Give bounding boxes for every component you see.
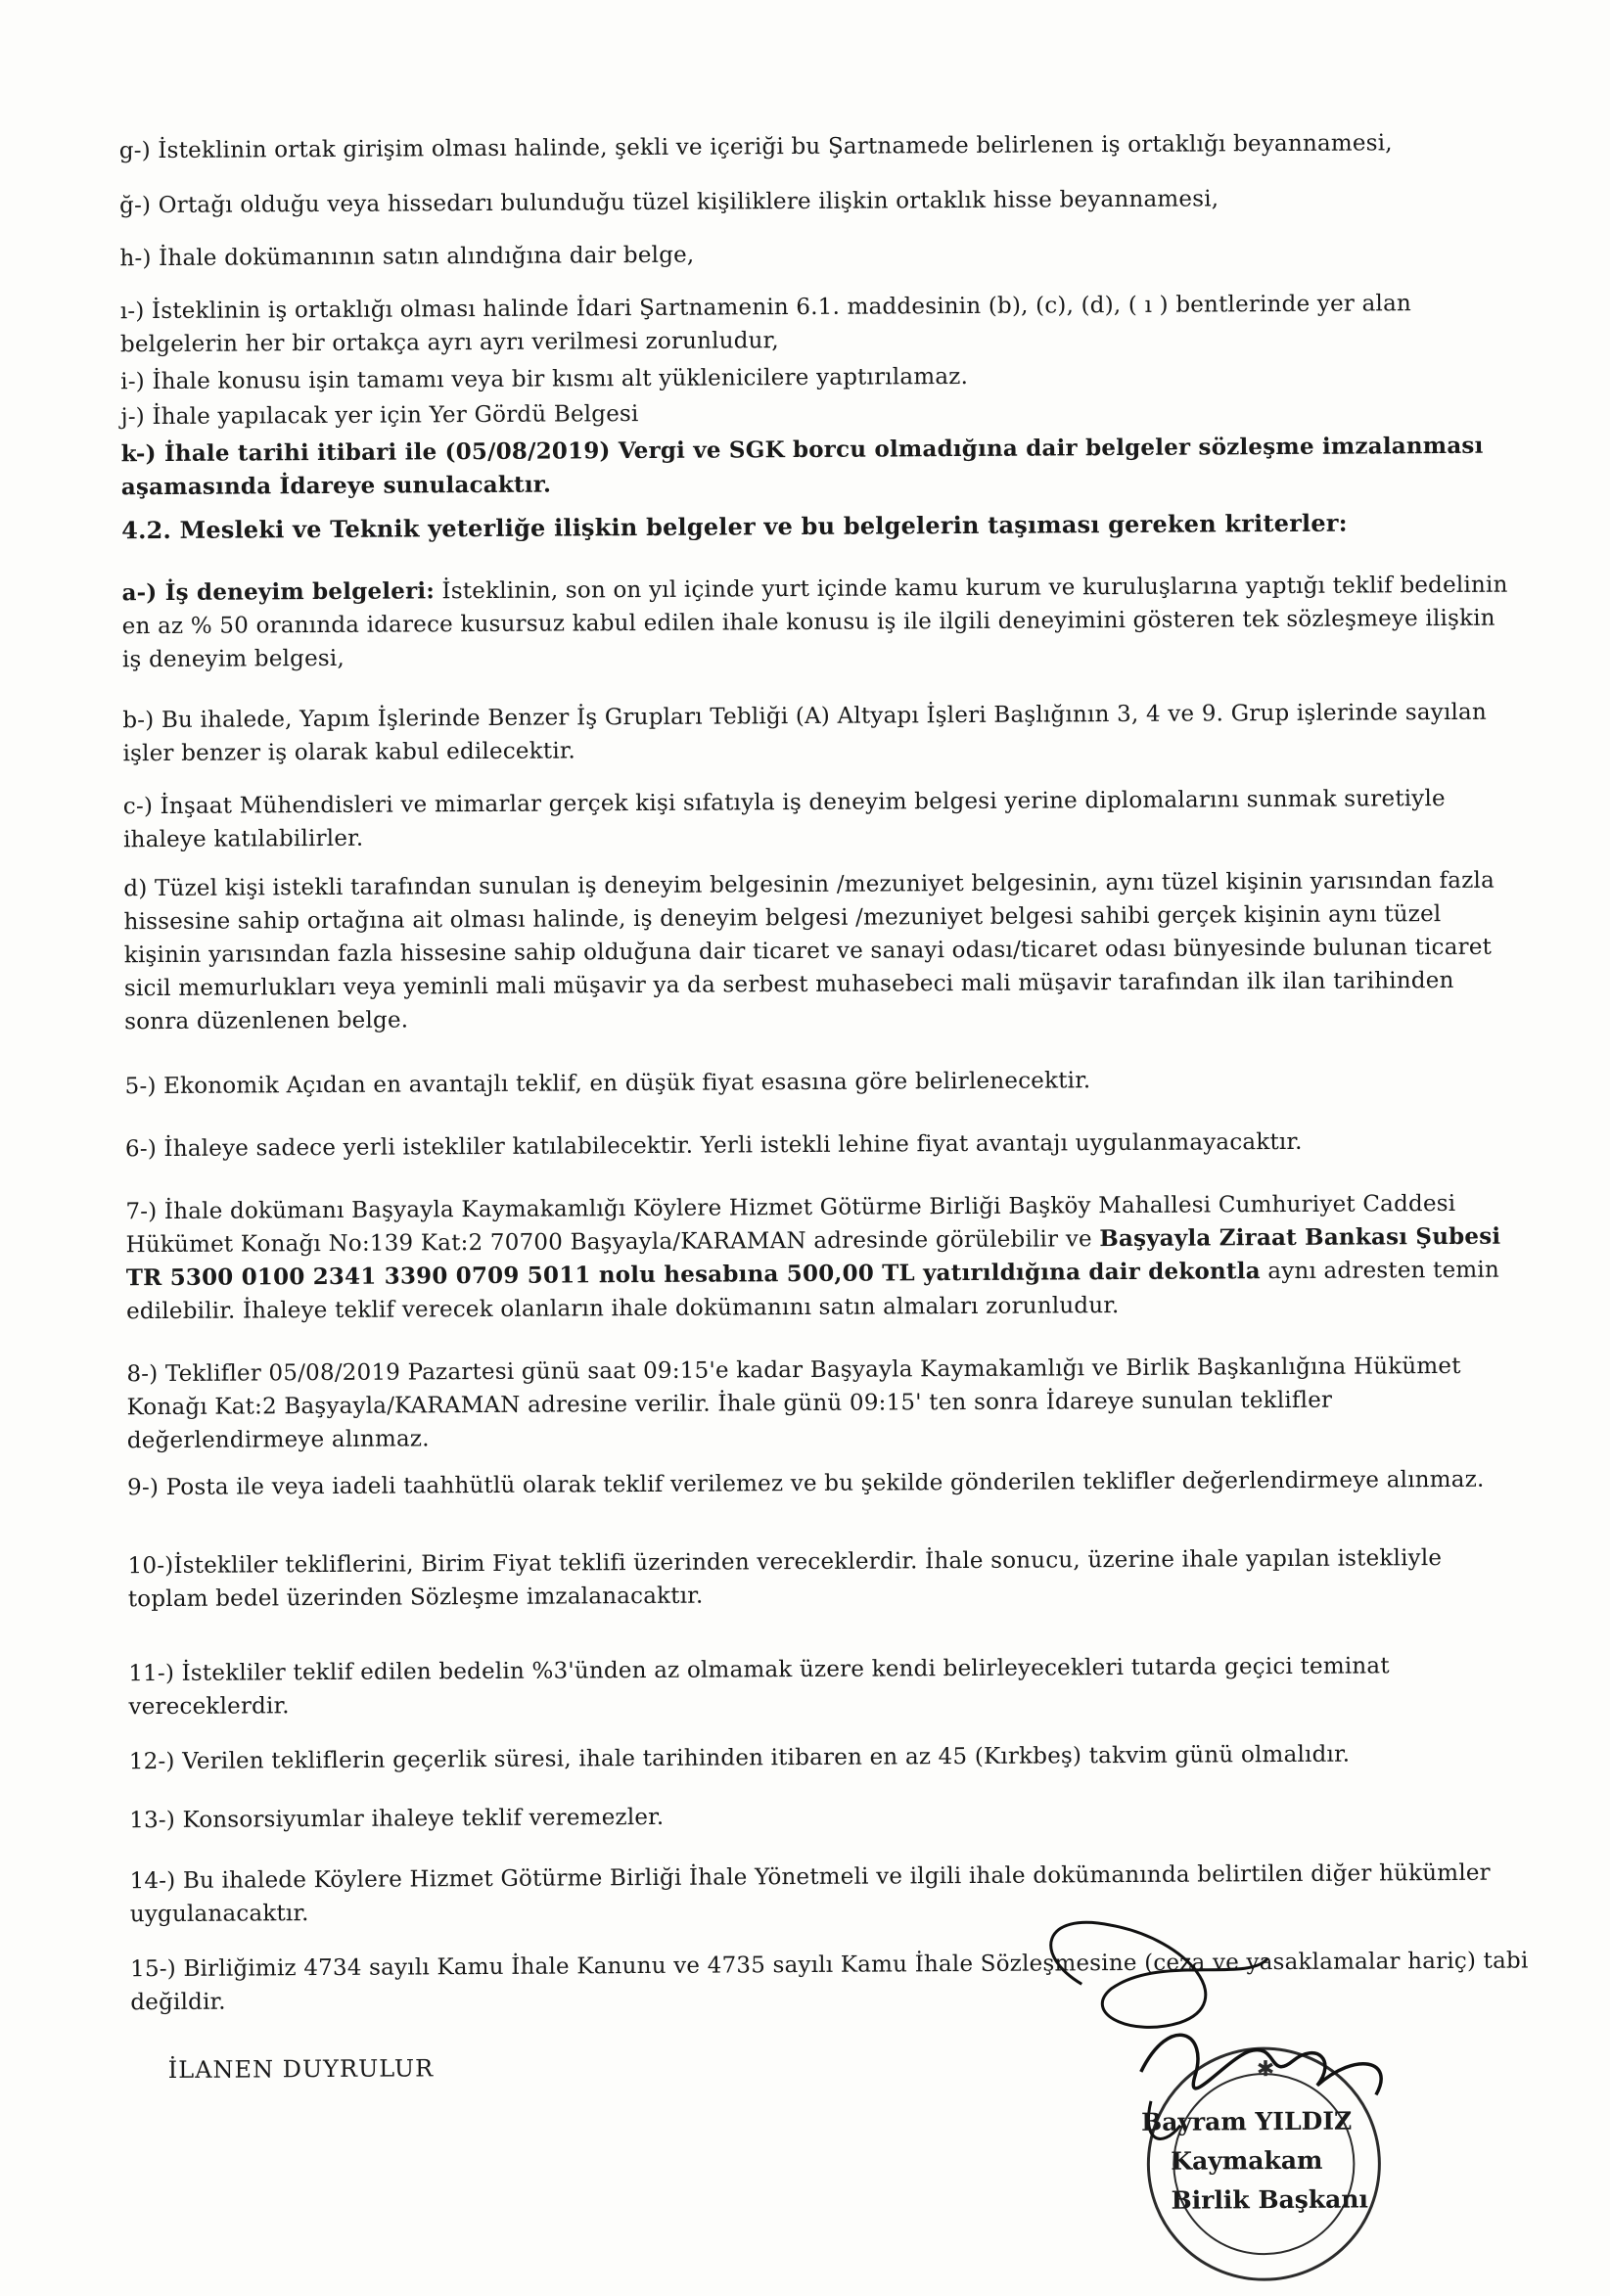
item-a-body: İsteklinin, son on yıl içinde yurt içinde kamu kurum ve kuruluşlarına yaptığı teklif bedelinin en az % 50 oranında idarece kusursuz kabul edilen ihale konusu iş ile ilgili deneyimini gösteren tek sözleşmeye ilişkin iş deneyim belgesi, — [121, 572, 1508, 673]
item-10: 10-)İstekliler tekliflerini, Birim Fiyat teklifi üzerinden vereceklerdir. İhale sonucu, üzerine ihale yapılan istekliyle toplam bedel üzerinden Sözleşme imzalanacaktır. — [127, 1545, 1443, 1613]
signature-block — [1023, 1912, 1573, 2287]
item-i1: ı-) İsteklinin iş ortaklığı olması halinde İdari Şartnamenin 6.1. maddesinin (b), (c), (d), ( ı ) bentlerinde yer alan belgelerin her bir ortakça ayrı ayrı verilmesi zorunludur, — [119, 291, 1412, 358]
item-7-part-a: 7-) İhale dokümanı Başyayla Kaymakamlığı Köylere Hizmet Götürme Birliği Başköy Mahallesi Cumhuriyet Caddesi Hükümet Konağı No:139 Kat:2 70700 Başyayla/KARAMAN adresinde görülebilir ve — [125, 1190, 1456, 1259]
item-8: 8-) Teklifler 05/08/2019 Pazartesi günü saat 09:15'e kadar Başyayla Kaymakamlığı ve Birlik Başkanlığına Hükümet Konağı Kat:2 Başyayla/KARAMAN adresine verilir. İhale günü 09:15' ten sonra İdareye sunulan teklifler değerlendirmeye alınmaz. — [126, 1353, 1461, 1454]
item-b: b-) Bu ihalede, Yapım İşlerinde Benzer İş Grupları Tebliği (A) Altyapı İşleri Başlığının 3, 4 ve 9. Grup işlerinde sayılan işler benzer iş olarak kabul edilecektir. — [122, 699, 1488, 767]
stamp-and-signature-graphic — [1023, 1912, 1573, 2287]
item-a — [121, 569, 1522, 677]
signatory-title: Kaymakam — [1171, 2145, 1323, 2176]
item-6: 6-) İhaleye sadece yerli istekliler katılabilecektir. Yerli istekli lehine fiyat avantajı uygulanmayacaktır. — [124, 1128, 1303, 1163]
item-14: 14-) Bu ihalede Köylere Hizmet Götürme Birliği İhale Yönetmeli ve ilgili ihale dokümanında belirtilen diğer hükümler uygulanacaktır. — [129, 1860, 1491, 1928]
item-11: 11-) İstekliler teklif edilen bedelin %3'ünden az olmamak üzere kendi belirleyecekleri tutarda geçici teminat vereceklerdir. — [128, 1653, 1390, 1721]
item-c: c-) İnşaat Mühendisleri ve mimarlar gerçek kişi sıfatıyla iş deneyim belgesi yerine diplomalarını sunmak suretiyle ihaleye katılabilirler. — [122, 785, 1446, 853]
item-7-part-c: aynı adresten temin edilebilir. İhaleye teklif verecek olanların ihale dokümanını satın almaları zorunludur. — [125, 1257, 1500, 1325]
item-g: g-) İsteklinin ortak girişim olması halinde, şekli ve içeriği bu Şartnamede belirlenen iş ortaklığı beyannamesi, — [118, 130, 1393, 164]
item-15: 15-) Birliğimiz 4734 sayılı Kamu İhale Kanunu ve 4735 sayılı Kamu İhale Sözleşmesine (ceza ve yasaklamalar hariç) tabi değildir. — [130, 1948, 1529, 2016]
item-7-bank-info: Başyayla Ziraat Bankası Şubesi TR 5300 0100 2341 3390 0709 5011 nolu hesabına 500,00 TL yatırıldığına dair dekontla — [125, 1222, 1501, 1292]
item-9: 9-) Posta ile veya iadeli taahhütlü olarak teklif verilemez ve bu şekilde gönderilen teklifler değerlendirmeye alınmaz. — [127, 1466, 1485, 1501]
item-13: 13-) Konsorsiyumlar ihaleye teklif veremezler. — [129, 1804, 665, 1834]
item-a-lead: a-) İş deneyim belgeleri: — [121, 577, 436, 607]
closing-announcement: İLANEN DUYRULUR — [167, 2054, 435, 2084]
item-k: k-) İhale tarihi itibari ile (05/08/2019) Vergi ve SGK borcu olmadığına dair belgeler sözleşme imzalanması aşamasında İdareye sunulacaktır. — [120, 432, 1484, 501]
item-12: 12-) Verilen tekliflerin geçerlik süresi, ihale tarihinden itibaren en az 45 (Kırkbeş) takvim günü olmalıdır. — [128, 1741, 1351, 1775]
item-7 — [125, 1187, 1526, 1329]
item-j: j-) İhale yapılacak yer için Yer Gördü Belgesi — [120, 401, 639, 431]
signatory-role: Birlik Başkanı — [1171, 2184, 1369, 2215]
section-4-2-heading: 4.2. Mesleki ve Teknik yeterliğe ilişkin belgeler ve bu belgelerin taşıması gereken kriterler: — [121, 508, 1348, 545]
item-h: h-) İhale dokümanının satın alındığına dair belge, — [119, 242, 695, 272]
item-g2: ğ-) Ortağı olduğu veya hissedarı bulunduğu tüzel kişiliklere ilişkin ortaklık hisse beyannamesi, — [119, 186, 1219, 219]
item-d: d) Tüzel kişi istekli tarafından sunulan iş deneyim belgesinin /mezuniyet belgesinin, aynı tüzel kişinin yarısından fazla hissesine sahip ortağına ait olması halinde, iş deneyim belgesi /mezuniyet belgesi sahibi gerçek kişinin aynı tüzel kişinin yarısından fazla hissesine sahip olduğuna dair ticaret ve sanayi odası/ticaret odası bünyesinde bulunan ticaret sicil memurlukları veya yeminli mali müşavir ya da serbest muhasebeci mali müşavir tarafından ilk ilan tarihinden sonra düzenlenen belge. — [123, 867, 1495, 1035]
signatory-name: Bayram YILDIZ — [1141, 2106, 1353, 2136]
item-i2: i-) İhale konusu işin tamamı veya bir kısmı alt yüklenicilere yaptırılamaz. — [120, 363, 969, 395]
item-5: 5-) Ekonomik Açıdan en avantajlı teklif, en düşük fiyat esasına göre belirlenecektir. — [124, 1068, 1091, 1100]
svg-text:✱: ✱ — [1256, 2057, 1275, 2083]
